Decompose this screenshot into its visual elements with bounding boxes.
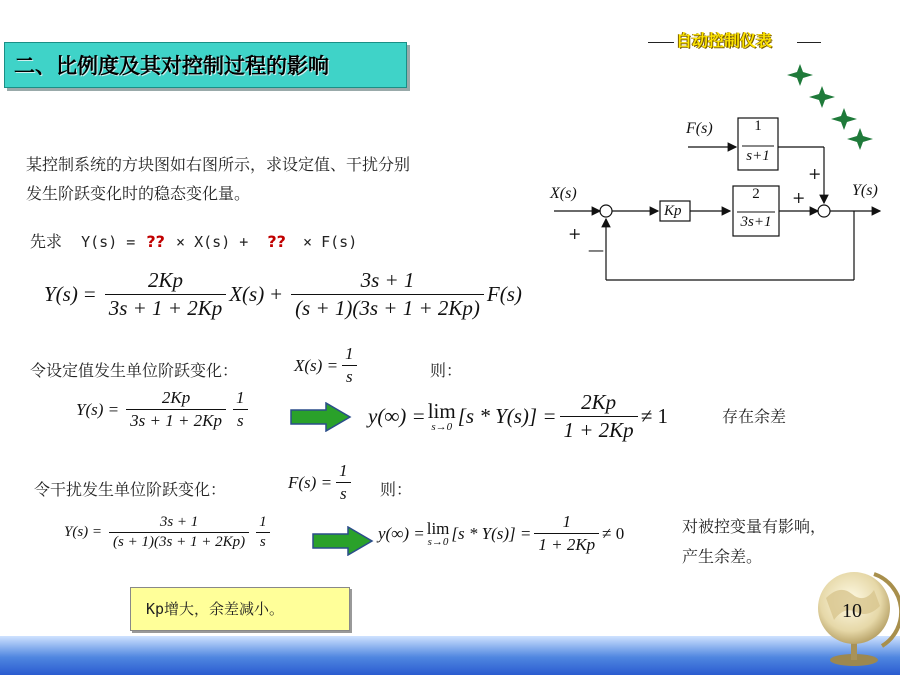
diagram-f-label: F(s) <box>686 120 713 137</box>
setpoint-ss-mid: [s * Y(s)] = <box>457 404 557 428</box>
step1-unknown-2: ?? <box>267 232 286 251</box>
setpoint-conclusion: 存在余差 <box>722 407 787 426</box>
disturbance-lim-text: lim <box>426 518 450 538</box>
course-title: 自动控制仪表 <box>676 31 773 50</box>
disturbance-input-frac <box>335 461 352 504</box>
setpoint-y-equation <box>76 388 252 431</box>
page-number: 10 <box>842 600 862 622</box>
setpoint-input-num: 1 <box>345 344 354 363</box>
setpoint-y-frac <box>126 388 226 431</box>
diagram-minus: — <box>588 240 604 259</box>
setpoint-input-frac <box>341 344 358 387</box>
step1-expr1: Y(s) = <box>81 233 136 251</box>
main-f1-num: 2Kp <box>147 268 183 292</box>
setpoint-ss-num: 2Kp <box>581 390 617 414</box>
setpoint-input-den: s <box>342 365 357 387</box>
diagram-g1-den: 3s+1 <box>740 214 772 230</box>
main-equation <box>44 268 522 321</box>
header-rule-left <box>648 42 674 43</box>
disturbance-y-equation <box>64 514 274 551</box>
disturbance-conclusion-2: 产生余差。 <box>682 547 763 566</box>
step1-unknown-1: ?? <box>146 232 165 251</box>
disturbance-ss-frac <box>534 512 599 555</box>
setpoint-ss-lhs: y(∞) = <box>368 404 426 428</box>
disturbance-steady-state <box>378 512 624 555</box>
setpoint-y-den: 3s + 1 + 2Kp <box>126 409 226 431</box>
diagram-kp-label: Kp <box>664 203 682 219</box>
diagram-gf-den: s+1 <box>746 148 770 164</box>
diagram-plus-left: + <box>568 224 582 243</box>
disturbance-lim-sub: s→0 <box>427 535 449 548</box>
intro-line-1: 某控制系统的方块图如右图所示，求设定值、干扰分别 <box>26 155 411 174</box>
main-fraction-1 <box>105 268 227 321</box>
setpoint-then: 则： <box>430 361 463 380</box>
disturbance-step-frac <box>255 514 271 551</box>
step1-expr2: × X(s) + <box>176 233 249 251</box>
block-diagram <box>540 110 900 290</box>
setpoint-y-lhs: Y(s) = <box>76 399 120 419</box>
diagram-gf-num: 1 <box>754 118 762 134</box>
setpoint-lim-text: lim <box>427 398 456 423</box>
setpoint-ss-frac <box>560 390 638 443</box>
disturbance-ss-num: 1 <box>562 512 572 531</box>
disturbance-step-num: 1 <box>259 514 267 530</box>
main-x: X(s) <box>229 282 265 306</box>
main-f2-num: 3s + 1 <box>360 268 415 292</box>
main-plus: + <box>270 282 283 306</box>
disturbance-ss-rel: ≠ 0 <box>602 523 625 543</box>
main-f2-den: (s + 1)(3s + 1 + 2Kp) <box>291 294 484 321</box>
setpoint-input-lhs: X(s) = <box>294 355 339 375</box>
setpoint-label: 令设定值发生单位阶跃变化： <box>30 361 239 380</box>
setpoint-y-num: 2Kp <box>161 388 191 407</box>
disturbance-input-den: s <box>336 482 351 504</box>
step1-prefix: 先求 <box>30 232 63 251</box>
main-lhs: Y(s) <box>44 282 78 306</box>
footer-band <box>0 636 900 675</box>
setpoint-ss-den: 1 + 2Kp <box>560 416 638 443</box>
main-f1-den: 3s + 1 + 2Kp <box>105 294 227 321</box>
diagram-plus-sum: + <box>792 188 806 207</box>
setpoint-step-den: s <box>233 409 248 431</box>
diagram-plus-top: + <box>808 164 822 183</box>
disturbance-ss-lhs: y(∞) = <box>378 523 425 543</box>
setpoint-lim-sub: s→0 <box>431 420 453 433</box>
disturbance-input <box>288 461 355 504</box>
arrow-right-icon <box>312 526 374 556</box>
main-f: F(s) <box>486 282 522 306</box>
disturbance-y-frac <box>109 514 249 551</box>
disturbance-y-num: 3s + 1 <box>159 514 199 530</box>
section-title: 二、比例度及其对控制过程的影响 <box>14 54 329 78</box>
step1-expr3: × F(s) <box>303 233 358 251</box>
disturbance-label: 令干扰发生单位阶跃变化： <box>34 480 227 499</box>
disturbance-y-lhs: Y(s) = <box>64 524 103 540</box>
diagram-x-label: X(s) <box>550 185 577 202</box>
disturbance-y-den: (s + 1)(3s + 1 + 2Kp) <box>109 532 249 551</box>
disturbance-lim <box>427 520 450 548</box>
diagram-g1-num: 2 <box>752 186 760 202</box>
header-rule-right <box>797 42 821 43</box>
setpoint-step-frac <box>232 388 249 431</box>
step1-line <box>30 229 357 252</box>
setpoint-lim <box>427 398 456 433</box>
arrow-right-icon <box>290 402 352 432</box>
main-equals: = <box>83 282 96 306</box>
disturbance-step-den: s <box>256 532 270 551</box>
disturbance-input-lhs: F(s) = <box>288 472 333 492</box>
diagram-y-label: Y(s) <box>852 182 878 199</box>
note-text: Kp增大，余差减小。 <box>146 600 285 618</box>
disturbance-ss-mid: [s * Y(s)] = <box>451 523 532 543</box>
disturbance-input-num: 1 <box>339 461 348 480</box>
summing-junction-2 <box>818 205 830 217</box>
summing-junction-1 <box>600 205 612 217</box>
setpoint-ss-rel: ≠ 1 <box>640 404 668 428</box>
setpoint-input <box>294 344 361 387</box>
disturbance-conclusion-1: 对被控变量有影响， <box>682 517 827 536</box>
main-fraction-2 <box>291 268 484 321</box>
setpoint-steady-state <box>368 390 668 443</box>
intro-line-2: 发生阶跃变化时的稳态变化量。 <box>26 184 251 203</box>
setpoint-step-num: 1 <box>236 388 245 407</box>
disturbance-ss-den: 1 + 2Kp <box>534 533 599 555</box>
disturbance-then: 则： <box>380 480 413 499</box>
